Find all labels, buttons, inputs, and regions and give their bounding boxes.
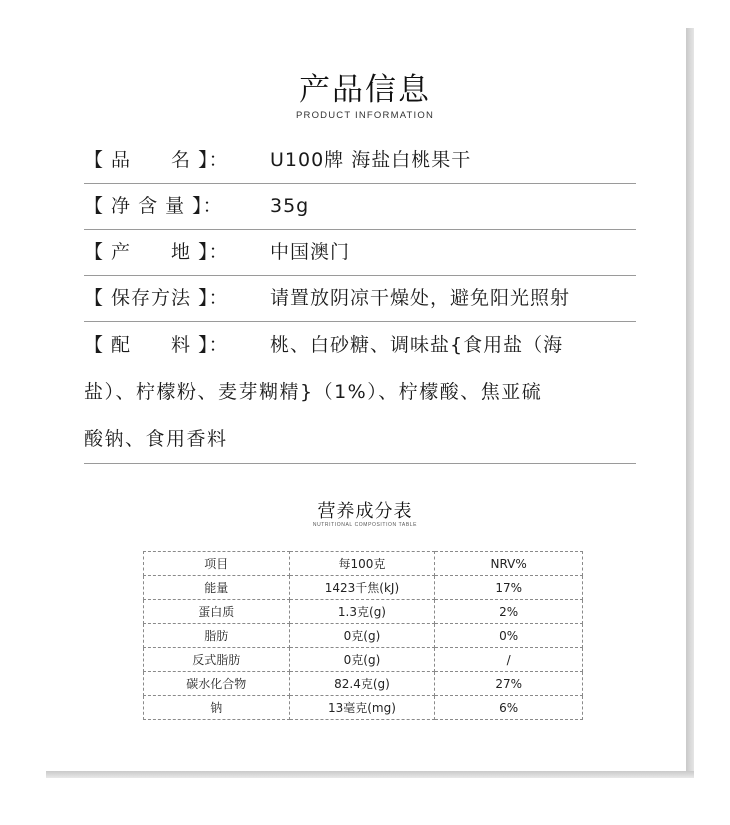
info-row-ingredients xyxy=(84,322,636,464)
product-info-list xyxy=(84,138,636,464)
info-value: U100牌 海盐白桃果干 xyxy=(270,149,472,171)
card-shadow-right xyxy=(686,28,694,776)
ingredients-line: 盐）、柠檬粉、麦芽糊精}（1%）、柠檬酸、焦亚硫 xyxy=(84,381,543,403)
nutrition-table xyxy=(143,551,583,720)
table-cell: 1423千焦(kJ) xyxy=(289,576,435,600)
table-cell: 0% xyxy=(435,624,583,648)
table-cell: 2% xyxy=(435,600,583,624)
page-subtitle: PRODUCT INFORMATION xyxy=(295,110,435,121)
table-row xyxy=(144,696,583,720)
card-shadow-bottom xyxy=(46,771,694,778)
column-header: 每100克 xyxy=(289,552,435,576)
nutrition-title: 营养成分表 xyxy=(317,501,413,522)
table-cell: 能量 xyxy=(144,576,290,600)
table-cell: 碳水化合物 xyxy=(144,672,290,696)
info-label: 【 配 料 】： xyxy=(84,334,229,356)
info-value: 35g xyxy=(270,195,310,217)
info-label: 【 保存方法 】： xyxy=(84,287,229,309)
table-cell: 82.4克(g) xyxy=(289,672,435,696)
table-row xyxy=(144,672,583,696)
table-cell: 1.3克(g) xyxy=(289,600,435,624)
info-label: 【 品 名 】： xyxy=(84,149,229,171)
table-cell: 钠 xyxy=(144,696,290,720)
column-header: NRV% xyxy=(435,552,583,576)
table-cell: / xyxy=(435,648,583,672)
table-row xyxy=(144,624,583,648)
info-row-net-weight xyxy=(84,184,636,230)
nutrition-subtitle: NUTRITIONAL COMPOSITION TABLE xyxy=(312,522,418,528)
nutrition-header-row xyxy=(144,552,583,576)
info-value: 中国澳门 xyxy=(270,241,351,263)
table-row xyxy=(144,576,583,600)
table-cell: 蛋白质 xyxy=(144,600,290,624)
table-cell: 13毫克(mg) xyxy=(289,696,435,720)
info-value: 请置放阴凉干燥处，避免阳光照射 xyxy=(270,287,571,309)
table-row xyxy=(144,600,583,624)
page-title: 产品信息 xyxy=(299,72,431,108)
column-header: 项目 xyxy=(144,552,290,576)
ingredients-line: 酸钠、食用香料 xyxy=(84,428,228,450)
table-cell: 0克(g) xyxy=(289,648,435,672)
info-value: 桃、白砂糖、调味盐{食用盐（海 xyxy=(270,334,564,356)
info-label: 【 净 含 量 】： xyxy=(84,195,223,217)
table-cell: 6% xyxy=(435,696,583,720)
table-row xyxy=(144,648,583,672)
info-row-storage xyxy=(84,276,636,322)
info-row-origin xyxy=(84,230,636,276)
table-cell: 27% xyxy=(435,672,583,696)
table-cell: 脂肪 xyxy=(144,624,290,648)
info-label: 【 产 地 】： xyxy=(84,241,229,263)
table-cell: 0克(g) xyxy=(289,624,435,648)
table-cell: 反式脂肪 xyxy=(144,648,290,672)
info-row-name xyxy=(84,138,636,184)
table-cell: 17% xyxy=(435,576,583,600)
